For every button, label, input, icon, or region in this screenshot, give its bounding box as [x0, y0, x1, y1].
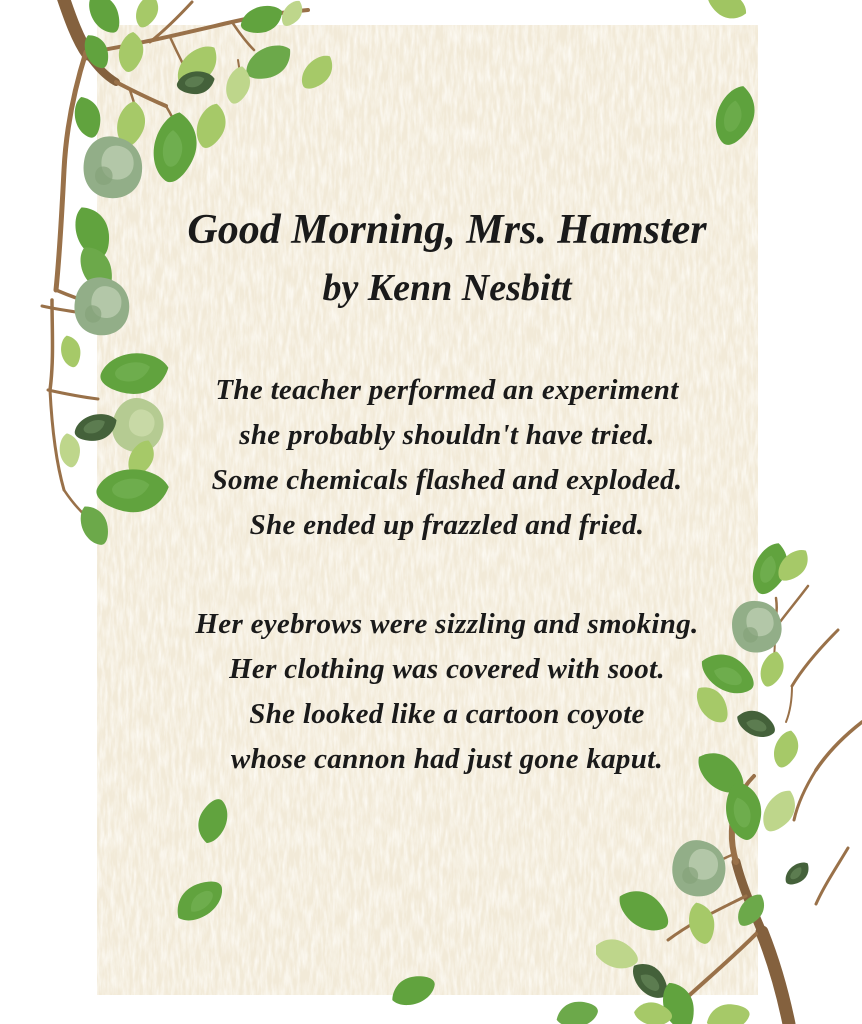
poem-line: She looked like a cartoon coyote	[249, 698, 645, 730]
poem-byline: by Kenn Nesbitt	[322, 267, 572, 309]
poem-line: The teacher performed an experiment	[215, 374, 679, 406]
poem-line: Her eyebrows were sizzling and smoking.	[195, 608, 699, 640]
poem-line: Her clothing was covered with soot.	[229, 653, 665, 685]
poem-line: she probably shouldn't have tried.	[239, 419, 655, 451]
poem-content	[16, 203, 862, 782]
poem-title: Good Morning, Mrs. Hamster	[187, 207, 707, 253]
stanza-2	[16, 602, 862, 782]
poem-line: whose cannon had just gone kaput.	[230, 743, 664, 775]
stanza-1	[16, 368, 862, 548]
poem-line: Some chemicals flashed and exploded.	[211, 464, 683, 496]
poem-line: She ended up frazzled and fried.	[249, 509, 645, 541]
